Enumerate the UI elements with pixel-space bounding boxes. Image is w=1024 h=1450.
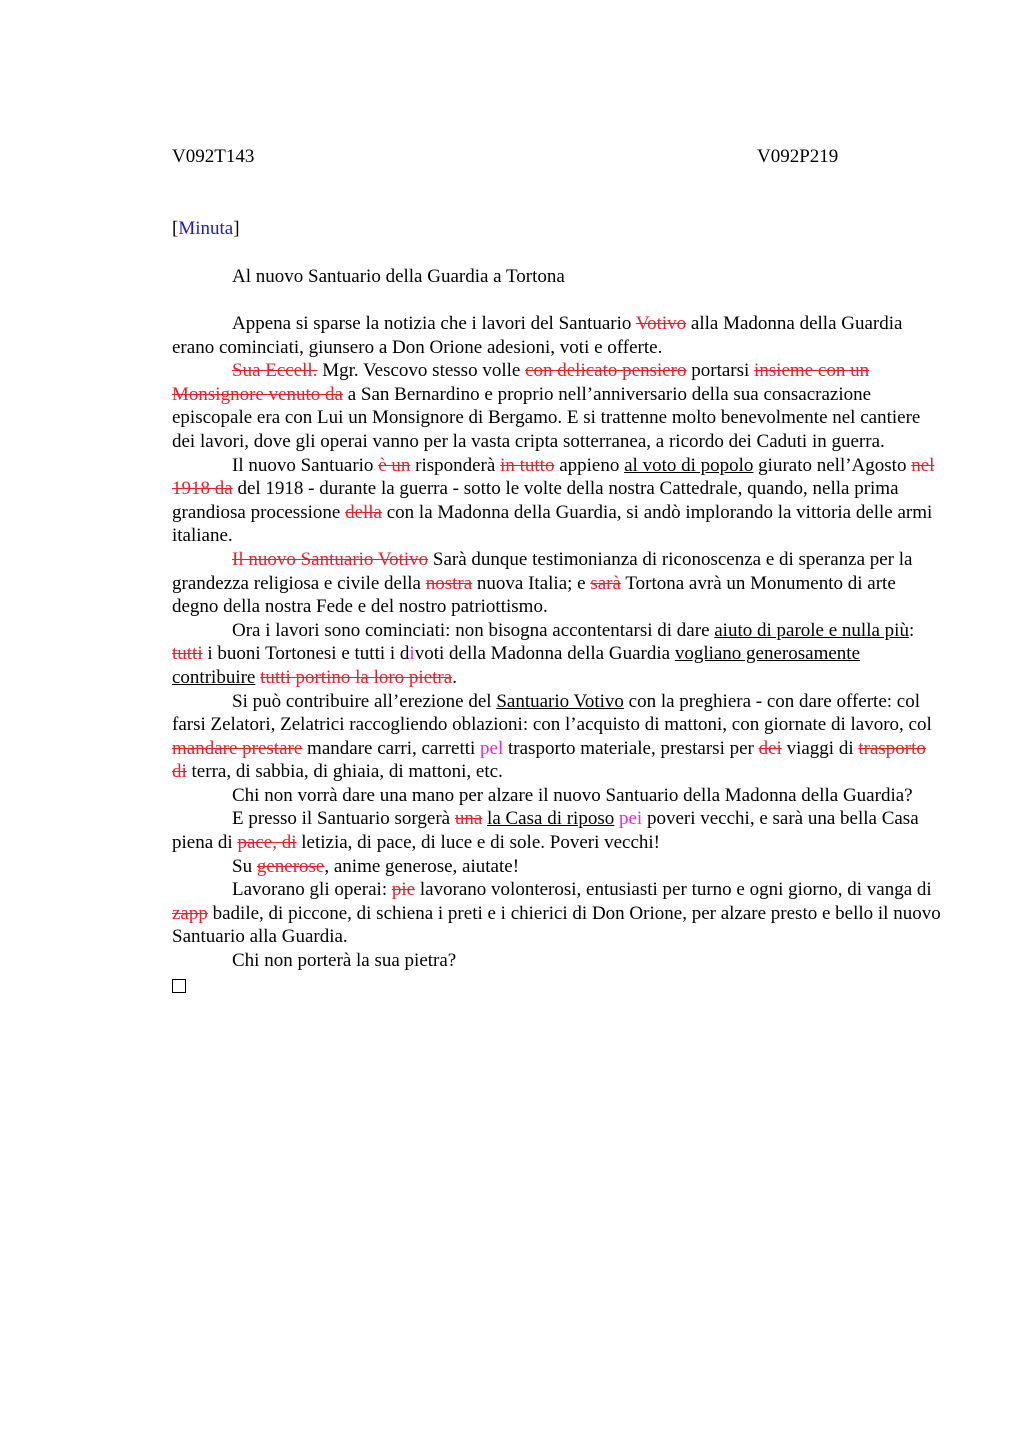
deleted-text: trasporto di (172, 737, 926, 783)
paragraph-7: Chi non vorrà dare una mano per alzare il nuovo Santuario della Madonna della Guardia? (232, 784, 913, 806)
paragraph-2: Sua Eccell. Mgr. Vescovo stesso volle con delicato pensiero portarsi insieme con un Monsignore venuto da a San Bernardino e proprio nell’anniversario della sua consacrazione episcopale era con Lui un Monsignore di Bergamo. E si trattenne molto benevolmente nel cantiere dei lavori, dove gli operai vanno per la vasta cripta sotterranea, a ricordo dei Caduti in guerra. (172, 360, 921, 452)
deleted-text: con delicato pensiero (525, 360, 687, 382)
deleted-text: insieme con un Monsignore venuto da (172, 360, 870, 405)
deleted-text: nel 1918 da (172, 454, 935, 500)
minuta-label: [Minuta] (172, 218, 240, 239)
document-code-left: V092T143 (172, 146, 255, 167)
inserted-text: pei (618, 808, 643, 830)
deleted-text: una (454, 808, 483, 830)
deleted-text: Il nuovo Santuario Votivo (232, 548, 429, 570)
paragraph-10: Lavorano gli operai: pie lavorano volonterosi, entusiasti per turno e ogni giorno, di vanga di zapp badile, di piccone, di schiena i preti e i chierici di Don Orione, per alzare presto e bello il nuovo Santuario alla Guardia. (172, 879, 941, 948)
paragraph-11: Chi non porterà la sua pietra? (232, 950, 457, 972)
paragraph-5: Ora i lavori sono cominciati: non bisogna accontentarsi di dare aiuto di parole e nulla più: tutti i buoni Tortonesi e tutti i divoti della Madonna della Guardia vogliano generosamente contribuire tutti portino la loro pietra. (172, 619, 915, 688)
deleted-text: tutti portino la loro pietra (260, 666, 453, 688)
deleted-text: mandare prestare (172, 737, 303, 759)
deleted-text: pie (391, 879, 416, 901)
paragraph-3: Il nuovo Santuario è un risponderà in tutto appieno al voto di popolo giurato nell’Agosto nel 1918 da del 1918 - durante la guerra - sotto le volte della nostra Cattedrale, quando, nella prima grandiosa processione della con la Madonna della Guardia, si andò implorando la vittoria delle armi italiane. (172, 454, 935, 547)
minuta-text: Minuta (178, 218, 234, 239)
deleted-text: pace, di (237, 832, 297, 854)
deleted-text: Votivo (635, 313, 687, 334)
deleted-text: zapp (172, 902, 208, 924)
underlined-text: aiuto di parole e nulla più (714, 619, 909, 641)
deleted-text: dei (758, 737, 782, 759)
underlined-text: Santuario Votivo (496, 690, 624, 712)
paragraph-4: Il nuovo Santuario Votivo Sarà dunque testimonianza di riconoscenza e di speranza per la grandezza religiosa e civile della nostra nuova Italia; e sarà Tortona avrà un Monumento di arte degno della nostra Fede e del nostro patriottismo. (172, 548, 913, 618)
deleted-text: tutti (172, 643, 203, 665)
deleted-text: nostra (425, 572, 473, 594)
deleted-text: generose (256, 855, 325, 877)
underlined-text: la Casa di riposo (487, 808, 615, 830)
deleted-text: della (345, 501, 382, 523)
deleted-text: sarà (590, 572, 621, 594)
document-code-right: V092P219 (757, 146, 839, 167)
deleted-text: Sua Eccell. (232, 360, 318, 382)
document-body (172, 312, 942, 999)
underlined-text: al voto di popolo (624, 454, 754, 476)
underlined-text: vogliano generosamente contribuire (172, 643, 860, 688)
deleted-text: in tutto (500, 454, 555, 476)
end-square-icon (172, 973, 942, 1000)
inserted-text: pel (480, 737, 504, 759)
document-title: Al nuovo Santuario della Guardia a Tortona (232, 266, 565, 287)
paragraph-6: Si può contribuire all’erezione del Santuario Votivo con la preghiera - con dare offerte: col farsi Zelatori, Zelatrici raccogliendo oblazioni: con l’acquisto di mattoni, con giornate di lavoro, col mandare prestare mandare carri, carretti pel trasporto materiale, prestarsi per dei viaggi di trasporto di terra, di sabbia, di ghiaia, di mattoni, etc. (172, 690, 932, 783)
paragraph-9: Su generose, anime generose, aiutate! (232, 855, 520, 877)
inserted-letter: i (409, 643, 415, 665)
paragraph-8: E presso il Santuario sorgerà una la Casa di riposo pei poveri vecchi, e sarà una bella Casa piena di pace, di letizia, di pace, di luce e di sole. Poveri vecchi! (172, 808, 919, 854)
deleted-text: è un (378, 454, 411, 476)
paragraph-1: Appena si sparse la notizia che i lavori del Santuario Votivo alla Madonna della Guardia erano cominciati, giunsero a Don Orione adesioni, voti e offerte. (172, 313, 903, 358)
